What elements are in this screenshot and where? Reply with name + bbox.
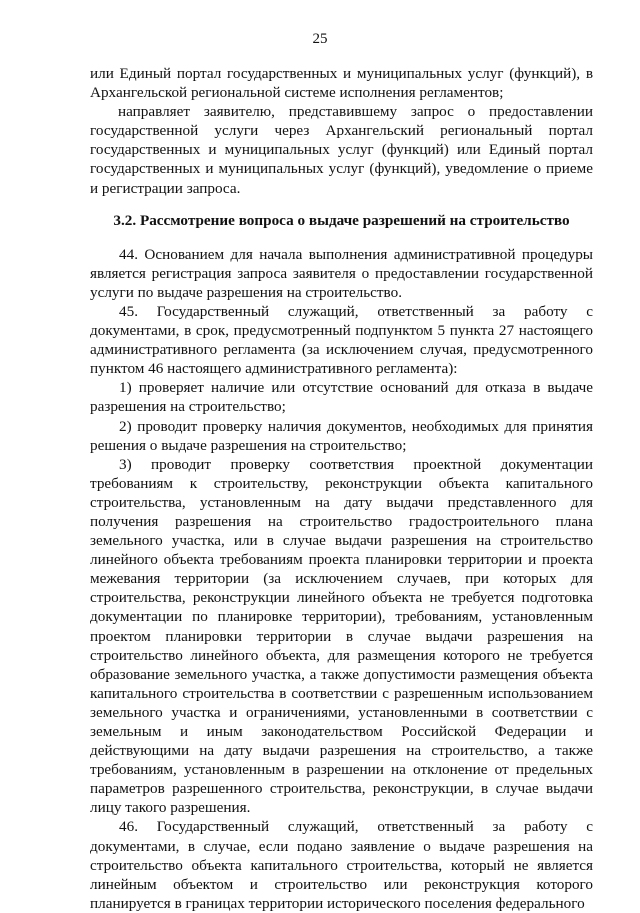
- section-heading: 3.2. Рассмотрение вопроса о выдаче разрешений на строительство: [113, 211, 570, 229]
- paragraph-45-item-1: 1) проверяет наличие или отсутствие оснований для отказа в выдаче разрешения на строительство;: [90, 379, 593, 416]
- paragraph-notification: направляет заявителю, представившему запрос о предоставлении государственной услуги через Архангельский региональный портал государственных и муниципальных услуг (функций) или Единый портал государственных и муниципальных услуг (функций), уведомление о приеме и регистрации запроса.: [90, 103, 593, 197]
- paragraph-45-item-3: 3) проводит проверку соответствия проектной документации требованиям к строительству, реконструкции объекта капитального строительства, установленным на дату выдачи представленного для получения разрешения на строительство градостроительного плана земельного участка, или в случае выдачи разрешения на строительство линейного объекта требованиям проекта планировки территории и проекта межевания территории (за исключением случаев, при которых для строительства, реконструкции линейного объекта не требуется подготовка документации по планировке территории), требованиям, установленным проектом планировки территории в случае выдачи разрешения на строительство линейного объекта, для размещения которого не требуется образование земельного участка, а также допустимости размещения объекта капитального строительства в соответствии с разрешенным использованием земельного участка и ограничениями, установленными в соответствии с земельным и иным законодательством Российской Федерации и действующими на дату выдачи разрешения на строительство, а также требованиям, установленным в разрешении на отклонение от предельных параметров разрешенного строительства, реконструкции, в случае выдачи лицу такого разрешения.: [90, 455, 593, 817]
- page-number: 25: [312, 31, 328, 47]
- paragraph-continuation: или Единый портал государственных и муниципальных услуг (функций), в Архангельской региональной системе исполнения регламентов;: [90, 65, 593, 102]
- paragraph-45-item-2: 2) проводит проверку наличия документов, необходимых для принятия решения о выдаче разрешения на строительство;: [90, 417, 593, 454]
- document-body: [90, 64, 593, 913]
- paragraph-46: 46. Государственный служащий, ответственный за работу с документами, в случае, если подано заявление о выдаче разрешения на строительство объекта капитального строительства, который не является линейным объектом и строительство или реконструкция которого планируется в границах территории исторического поселения федерального: [90, 818, 593, 912]
- paragraph-44: 44. Основанием для начала выполнения административной процедуры является регистрация запроса заявителя о предоставлении государственной услуги по выдаче разрешения на строительство.: [90, 245, 593, 301]
- paragraph-45: 45. Государственный служащий, ответственный за работу с документами, в срок, предусмотренный подпунктом 5 пункта 27 настоящего административного регламента (за исключением случая, предусмотренного пунктом 46 настоящего административного регламента):: [90, 302, 593, 378]
